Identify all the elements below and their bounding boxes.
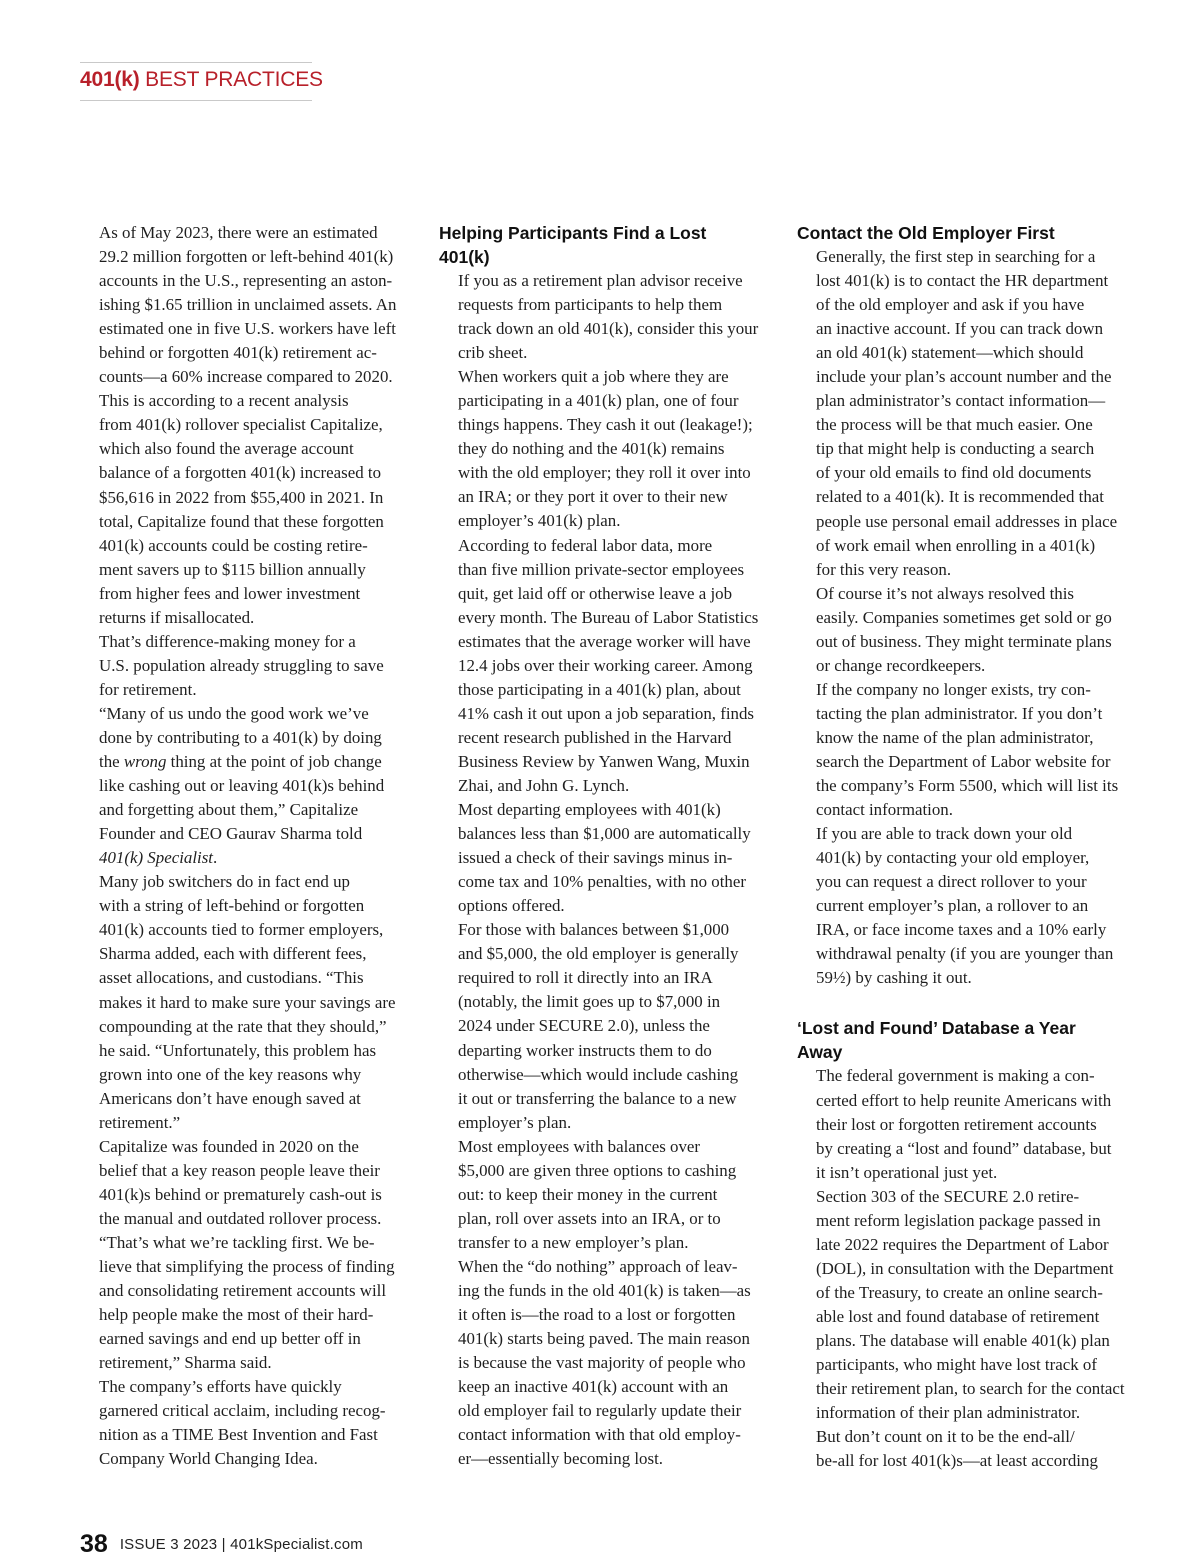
text-line: of the Treasury, to create an online search- bbox=[816, 1282, 1103, 1302]
text-line: they do nothing and the 401(k) remains bbox=[458, 439, 725, 459]
text-line: counts—a 60% increase compared to 2020. bbox=[99, 367, 393, 387]
paragraph bbox=[797, 1064, 1119, 1184]
text-line: 401(k) by contacting your old employer, bbox=[816, 848, 1090, 868]
text-line: Generally, the first step in searching for a bbox=[816, 247, 1096, 266]
paragraph bbox=[439, 365, 761, 533]
text-line: by creating a “lost and found” database, but bbox=[816, 1138, 1112, 1158]
paragraph bbox=[80, 1375, 402, 1471]
text-line: garnered critical acclaim, including recog- bbox=[99, 1401, 386, 1421]
text-line: for this very reason. bbox=[816, 559, 952, 579]
text-line: belief that a key reason people leave their bbox=[99, 1160, 380, 1180]
text-line: contact information with that old employ- bbox=[458, 1425, 741, 1445]
text-line: issued a check of their savings minus in- bbox=[458, 848, 733, 868]
text-line: total, Capitalize found that these forgotten bbox=[99, 511, 384, 531]
text-line: Zhai, and John G. Lynch. bbox=[458, 775, 630, 795]
text-line: it isn’t operational just yet. bbox=[816, 1162, 998, 1182]
text-line: For those with balances between $1,000 bbox=[458, 920, 730, 940]
paragraph bbox=[80, 702, 402, 870]
text-line: 59½) by cashing it out. bbox=[816, 968, 972, 988]
text-line: the manual and outdated rollover process. bbox=[99, 1208, 382, 1228]
text-line: information of their plan administrator. bbox=[816, 1403, 1081, 1423]
text-line: options offered. bbox=[458, 896, 565, 916]
paragraph bbox=[797, 678, 1119, 822]
text-line: That’s difference-making money for a bbox=[99, 631, 356, 651]
italic-text: 401(k) Specialist bbox=[99, 848, 213, 868]
text-line: The company’s efforts have quickly bbox=[99, 1377, 342, 1397]
text-line: is because the vast majority of people who bbox=[458, 1353, 746, 1373]
paragraph bbox=[439, 269, 761, 365]
article-column-2 bbox=[439, 221, 761, 1471]
text-line: estimates that the average worker will have bbox=[458, 631, 751, 651]
text-line: current employer’s plan, a rollover to an bbox=[816, 896, 1089, 916]
text-line: know the name of the plan administrator, bbox=[816, 727, 1094, 747]
text-line: accounts in the U.S., representing an aston- bbox=[99, 271, 393, 291]
text-line: 41% cash it out upon a job separation, finds bbox=[458, 703, 754, 723]
text-line: departing worker instructs them to do bbox=[458, 1040, 712, 1060]
text-line: tacting the plan administrator. If you don’t bbox=[816, 703, 1103, 723]
text-line: their lost or forgotten retirement accounts bbox=[816, 1114, 1097, 1134]
text-line: those participating in a 401(k) plan, about bbox=[458, 679, 741, 699]
text-line: (notably, the limit goes up to $7,000 in bbox=[458, 992, 721, 1012]
text-line: Business Review by Yanwen Wang, Muxin bbox=[458, 751, 750, 771]
page-number: 38 bbox=[80, 1530, 108, 1558]
text-line: This is according to a recent analysis bbox=[99, 391, 349, 411]
text-line: Of course it’s not always resolved this bbox=[816, 583, 1075, 603]
text-line: or change recordkeepers. bbox=[816, 655, 986, 675]
paragraph bbox=[80, 630, 402, 702]
section-label-bold: 401(k) bbox=[80, 68, 140, 91]
paragraph bbox=[797, 582, 1119, 678]
text-line: easily. Companies sometimes get sold or go bbox=[816, 607, 1112, 627]
text-line: 401(k) bbox=[439, 247, 490, 267]
text-line: ment savers up to $115 billion annually bbox=[99, 559, 366, 579]
text-line: participants, who might have lost track of bbox=[816, 1355, 1097, 1375]
text-line: recent research published in the Harvard bbox=[458, 727, 732, 747]
text-line: ment reform legislation package passed in bbox=[816, 1210, 1101, 1230]
text-line: 401(k) Specialist. bbox=[99, 848, 218, 868]
text-line: quit, get laid off or otherwise leave a job bbox=[458, 583, 733, 603]
text-line: plans. The database will enable 401(k) plan bbox=[816, 1330, 1110, 1350]
text-line: estimated one in five U.S. workers have left bbox=[99, 319, 396, 339]
text-line: retirement,” Sharma said. bbox=[99, 1353, 272, 1373]
text-line: Contact the Old Employer First bbox=[797, 223, 1055, 243]
text-line: When workers quit a job where they are bbox=[458, 367, 729, 387]
text-line: 2024 under SECURE 2.0), unless the bbox=[458, 1016, 710, 1036]
italic-text: wrong bbox=[123, 752, 167, 772]
text-line: and $5,000, the old employer is generally bbox=[458, 944, 739, 964]
text-line: But don’t count on it to be the end-all/ bbox=[816, 1427, 1075, 1447]
page-footer bbox=[80, 1530, 363, 1559]
text-line: 12.4 jobs over their working career. Among bbox=[458, 655, 753, 675]
text-line: crib sheet. bbox=[458, 343, 528, 363]
text-line: and forgetting about them,” Capitalize bbox=[99, 800, 359, 820]
text-line: returns if misallocated. bbox=[99, 607, 255, 627]
text-line: ing the funds in the old 401(k) is taken—as bbox=[458, 1280, 751, 1300]
text-line: things happens. They cash it out (leakage!); bbox=[458, 415, 753, 435]
paragraph bbox=[439, 798, 761, 918]
text-line: Company World Changing Idea. bbox=[99, 1449, 318, 1469]
paragraph bbox=[439, 1255, 761, 1471]
text-line: Capitalize was founded in 2020 on the bbox=[99, 1136, 359, 1156]
text-line: If you are able to track down your old bbox=[816, 824, 1073, 844]
text-line: participating in a 401(k) plan, one of four bbox=[458, 391, 739, 411]
header-rule-top bbox=[80, 62, 312, 63]
text-line: lieve that simplifying the process of finding bbox=[99, 1257, 395, 1277]
text-line: $56,616 in 2022 from $55,400 in 2021. In bbox=[99, 487, 384, 507]
header-rule-bottom bbox=[80, 100, 312, 101]
text-line: an IRA; or they port it over to their new bbox=[458, 487, 728, 507]
text-line: ‘Lost and Found’ Database a Year bbox=[797, 1018, 1076, 1039]
text-line: Americans don’t have enough saved at bbox=[99, 1088, 361, 1108]
text-line: out: to keep their money in the current bbox=[458, 1184, 718, 1204]
text-line: be-all for lost 401(k)s—at least according bbox=[816, 1451, 1098, 1471]
text-line: it often is—the road to a lost or forgotten bbox=[458, 1305, 736, 1325]
text-line: If you as a retirement plan advisor receive bbox=[458, 271, 743, 290]
text-line: an inactive account. If you can track down bbox=[816, 319, 1104, 339]
text-line: the company’s Form 5500, which will list its bbox=[816, 776, 1119, 796]
section-heading bbox=[439, 221, 761, 269]
text-line: er—essentially becoming lost. bbox=[458, 1449, 663, 1469]
text-line: for retirement. bbox=[99, 679, 197, 699]
text-line: otherwise—which would include cashing bbox=[458, 1064, 739, 1084]
text-line: Section 303 of the SECURE 2.0 retire- bbox=[816, 1186, 1080, 1206]
text-line: able lost and found database of retirement bbox=[816, 1306, 1100, 1326]
text-line: transfer to a new employer’s plan. bbox=[458, 1232, 689, 1252]
text-line: include your plan’s account number and the bbox=[816, 367, 1112, 387]
text-line: plan administrator’s contact information— bbox=[816, 391, 1106, 411]
text-line: tip that might help is conducting a search bbox=[816, 439, 1095, 459]
text-line: When the “do nothing” approach of leav- bbox=[458, 1256, 738, 1276]
text-line: with the old employer; they roll it over into bbox=[458, 463, 751, 483]
text-line: with a string of left-behind or forgotten bbox=[99, 896, 365, 916]
text-line: contact information. bbox=[816, 800, 953, 820]
text-line: search the Department of Labor website for bbox=[816, 751, 1111, 771]
text-line: the wrong thing at the point of job change bbox=[99, 752, 382, 772]
paragraph bbox=[797, 1425, 1119, 1473]
text-line: balance of a forgotten 401(k) increased to bbox=[99, 463, 382, 483]
text-line: employer’s 401(k) plan. bbox=[458, 511, 621, 531]
text-line: 401(k) starts being paved. The main reason bbox=[458, 1329, 750, 1349]
text-line: Sharma added, each with different fees, bbox=[99, 944, 367, 964]
paragraph bbox=[80, 1135, 402, 1375]
paragraph bbox=[80, 389, 402, 629]
text-line: ishing $1.65 trillion in unclaimed assets. An bbox=[99, 295, 397, 315]
publication-info: ISSUE 3 2023 | 401kSpecialist.com bbox=[119, 1536, 363, 1553]
text-line: people use personal email addresses in place bbox=[816, 511, 1118, 531]
text-line: done by contributing to a 401(k) by doing bbox=[99, 727, 382, 747]
text-line: Founder and CEO Gaurav Sharma told bbox=[99, 824, 363, 844]
text-line: which also found the average account bbox=[99, 439, 354, 459]
text-line: Helping Participants Find a Lost bbox=[439, 223, 707, 243]
text-line: it out or transferring the balance to a new bbox=[458, 1088, 737, 1108]
paragraph bbox=[80, 221, 402, 389]
text-line: Away bbox=[797, 1042, 843, 1063]
text-line: nition as a TIME Best Invention and Fast bbox=[99, 1425, 378, 1445]
text-line: 401(k) accounts tied to former employers, bbox=[99, 920, 384, 940]
text-line: U.S. population already struggling to save bbox=[99, 655, 384, 675]
text-line: and consolidating retirement accounts will bbox=[99, 1281, 387, 1301]
text-line: of your old emails to find old documents bbox=[816, 463, 1092, 483]
text-line: like cashing out or leaving 401(k)s behind bbox=[99, 776, 385, 796]
text-line: Many job switchers do in fact end up bbox=[99, 872, 350, 892]
text-line: plan, roll over assets into an IRA, or to bbox=[458, 1208, 721, 1228]
text-line: makes it hard to make sure your savings are bbox=[99, 992, 396, 1012]
text-line: employer’s plan. bbox=[458, 1112, 572, 1132]
text-line: asset allocations, and custodians. “This bbox=[99, 968, 364, 988]
text-line: The federal government is making a con- bbox=[816, 1066, 1095, 1086]
text-line: certed effort to help reunite Americans with bbox=[816, 1090, 1112, 1110]
text-line: the process will be that much easier. One bbox=[816, 415, 1093, 435]
text-line: out of business. They might terminate plans bbox=[816, 631, 1112, 651]
text-line: of the old employer and ask if you have bbox=[816, 295, 1085, 315]
text-line: 401(k)s behind or prematurely cash-out is bbox=[99, 1184, 382, 1204]
text-line: required to roll it directly into an IRA bbox=[458, 968, 713, 988]
text-line: (DOL), in consultation with the Department bbox=[816, 1258, 1114, 1278]
text-line: of work email when enrolling in a 401(k) bbox=[816, 535, 1096, 555]
paragraph bbox=[797, 245, 1119, 582]
article-column-3 bbox=[797, 221, 1125, 1473]
text-line: retirement.” bbox=[99, 1112, 181, 1132]
text-line: earned savings and end up better off in bbox=[99, 1329, 361, 1349]
text-line: IRA, or face income taxes and a 10% early bbox=[816, 920, 1107, 940]
text-line: 401(k) accounts could be costing retire- bbox=[99, 535, 368, 555]
section-label-rest: BEST PRACTICES bbox=[139, 68, 323, 91]
text-line: related to a 401(k). It is recommended that bbox=[816, 487, 1104, 507]
text-line: If the company no longer exists, try con- bbox=[816, 679, 1091, 699]
section-label bbox=[80, 68, 323, 92]
text-line: “That’s what we’re tackling first. We be- bbox=[99, 1232, 375, 1252]
paragraph bbox=[439, 534, 761, 799]
article-column-1 bbox=[80, 221, 402, 1471]
text-line: he said. “Unfortunately, this problem has bbox=[99, 1040, 377, 1060]
text-line: 29.2 million forgotten or left-behind 401(k) bbox=[99, 247, 394, 267]
text-line: from higher fees and lower investment bbox=[99, 583, 361, 603]
paragraph bbox=[439, 1135, 761, 1255]
text-line: their retirement plan, to search for the contact bbox=[816, 1379, 1125, 1399]
paragraph bbox=[80, 870, 402, 1135]
text-line: late 2022 requires the Department of Labor bbox=[816, 1234, 1109, 1254]
text-line: come tax and 10% penalties, with no other bbox=[458, 872, 746, 892]
text-line: than five million private-sector employees bbox=[458, 559, 745, 579]
text-line: behind or forgotten 401(k) retirement ac- bbox=[99, 343, 377, 363]
text-line: requests from participants to help them bbox=[458, 295, 723, 315]
text-line: old employer fail to regularly update their bbox=[458, 1401, 742, 1421]
text-line: an old 401(k) statement—which should bbox=[816, 343, 1084, 363]
text-line: withdrawal penalty (if you are younger than bbox=[816, 944, 1114, 964]
text-line: every month. The Bureau of Labor Statistics bbox=[458, 607, 759, 627]
paragraph bbox=[797, 822, 1119, 990]
paragraph bbox=[439, 918, 761, 1134]
text-line: keep an inactive 401(k) account with an bbox=[458, 1377, 729, 1397]
text-line: Most departing employees with 401(k) bbox=[458, 800, 721, 820]
paragraph bbox=[797, 1185, 1125, 1425]
text-line: you can request a direct rollover to your bbox=[816, 872, 1087, 892]
text-line: help people make the most of their hard- bbox=[99, 1305, 374, 1325]
text-line: “Many of us undo the good work we’ve bbox=[99, 703, 369, 723]
text-line: track down an old 401(k), consider this your bbox=[458, 319, 759, 339]
section-heading bbox=[797, 1016, 1119, 1064]
text-line: compounding at the rate that they should,” bbox=[99, 1016, 387, 1036]
text-line: Most employees with balances over bbox=[458, 1136, 701, 1156]
section-heading bbox=[797, 221, 1119, 245]
text-line: grown into one of the key reasons why bbox=[99, 1064, 362, 1084]
text-line: As of May 2023, there were an estimated bbox=[99, 223, 378, 242]
text-line: According to federal labor data, more bbox=[458, 535, 713, 555]
text-line: from 401(k) rollover specialist Capitalize, bbox=[99, 415, 383, 435]
text-line: $5,000 are given three options to cashing bbox=[458, 1160, 737, 1180]
text-line: lost 401(k) is to contact the HR department bbox=[816, 271, 1109, 291]
text-line: balances less than $1,000 are automatically bbox=[458, 824, 751, 844]
